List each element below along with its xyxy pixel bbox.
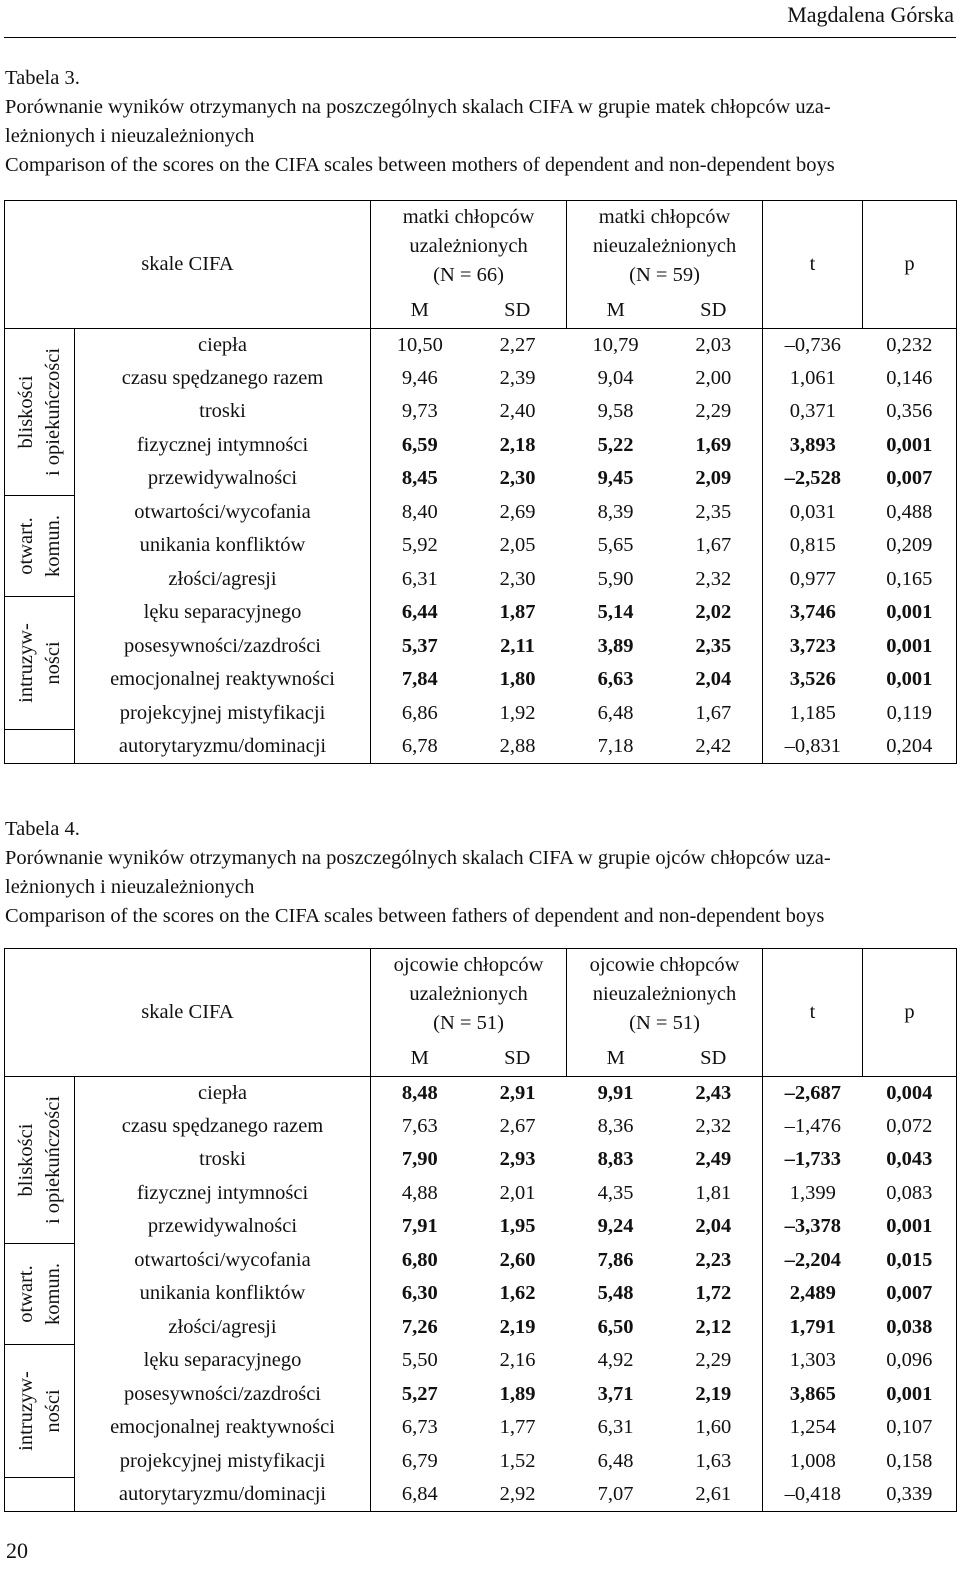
- sd-value: 2,04: [695, 1215, 732, 1238]
- scale-name: lęku separacyjnego: [75, 1344, 371, 1377]
- mean-value: 6,31: [597, 1416, 634, 1439]
- scale-name: czasu spędzanego razem: [75, 362, 371, 395]
- p-value: 0,165: [863, 563, 957, 597]
- mean-value: 4,35: [597, 1181, 634, 1204]
- sd-value: 2,03: [665, 329, 763, 362]
- sd-value: 2,30: [499, 467, 536, 490]
- group-label-line: ności: [41, 1389, 64, 1433]
- t-value: 1,185: [763, 696, 863, 729]
- sd-value: 2,30: [499, 567, 536, 590]
- mean-value: 9,46: [371, 362, 469, 395]
- mean-value: 3,71: [597, 1382, 634, 1405]
- table-row: [5, 496, 957, 530]
- mean-value: 7,63: [371, 1110, 469, 1143]
- scale-name: ciepła: [75, 1077, 371, 1110]
- mean-value: 6,84: [371, 1478, 469, 1511]
- table-row: [5, 1143, 957, 1176]
- mean-value: 6,59: [371, 429, 469, 462]
- sd-value: 2,88: [469, 730, 567, 763]
- p-value: 0,007: [863, 1277, 957, 1311]
- t-value: 3,865: [763, 1378, 863, 1411]
- group-label-text: [13, 623, 67, 703]
- sd-value: 2,49: [695, 1148, 732, 1171]
- t-value: –3,378: [763, 1210, 863, 1243]
- mean-value: 6,48: [597, 1449, 634, 1472]
- group-label: [5, 496, 75, 597]
- mean-value: 7,90: [371, 1143, 469, 1176]
- p-value: 0,001: [863, 429, 957, 462]
- group2-header-line: matki chłopców: [598, 206, 731, 229]
- sd-value: 2,60: [499, 1248, 536, 1271]
- t-header: t: [763, 201, 863, 329]
- scale-name: unikania konfliktów: [75, 1277, 371, 1311]
- t-value: –0,418: [763, 1478, 863, 1511]
- group1-header: [371, 949, 567, 1041]
- table4-label: Tabela 4.: [5, 818, 80, 840]
- t-value: 0,031: [763, 496, 863, 530]
- running-header-author: Magdalena Górska: [787, 2, 954, 27]
- sd-value: 1,72: [695, 1282, 732, 1305]
- sd-value: 2,39: [499, 367, 536, 390]
- table4-title-pl-line1: Porównanie wyników otrzymanych na poszczególnych skalach CIFA w grupie ojców chłopców uza-: [5, 847, 831, 869]
- sd-value: 2,29: [695, 400, 732, 423]
- mean-value: 6,50: [597, 1315, 634, 1338]
- scale-name: posesywności/zazdrości: [75, 630, 371, 663]
- mean-value: 8,83: [597, 1148, 634, 1171]
- t-value: 3,526: [763, 663, 863, 696]
- group-label-line: i opiekuńczości: [41, 347, 64, 477]
- scale-name: posesywności/zazdrości: [75, 1378, 371, 1411]
- sd-value: 2,32: [695, 567, 732, 590]
- t-value: 0,371: [763, 395, 863, 428]
- p-header: p: [863, 949, 957, 1077]
- mean-header: M: [371, 293, 469, 329]
- table3-title-pl-line2: leżnionych i nieuzależnionych: [5, 125, 255, 147]
- mean-value: 6,80: [371, 1244, 469, 1278]
- t-value: –2,687: [763, 1077, 863, 1110]
- group-label-line: bliskości: [14, 375, 37, 449]
- scale-name: ciepła: [75, 329, 371, 362]
- mean-value: 10,79: [567, 329, 665, 362]
- table-row: [5, 1110, 957, 1143]
- p-value: 0,001: [863, 630, 957, 663]
- table-row: [5, 429, 957, 462]
- scale-name: autorytaryzmu/dominacji: [75, 730, 371, 763]
- table-row: [5, 362, 957, 395]
- p-value: 0,001: [863, 596, 957, 629]
- t-value: 1,061: [763, 362, 863, 395]
- mean-value: 6,30: [371, 1277, 469, 1311]
- group-label-line: komun.: [41, 1262, 64, 1325]
- table4: [4, 948, 957, 1512]
- table3-caption: [5, 64, 956, 180]
- sd-value: 2,09: [695, 467, 732, 490]
- mean-value: 5,22: [597, 433, 634, 456]
- t-value: 3,723: [763, 630, 863, 663]
- table-row: [5, 596, 957, 629]
- sd-value: 2,69: [499, 500, 536, 523]
- mean-value: 6,79: [371, 1444, 469, 1477]
- group2-header-line: nieuzależnionych: [592, 235, 737, 258]
- mean-value: 8,36: [597, 1115, 634, 1138]
- group-label-line: bliskości: [14, 1123, 37, 1197]
- p-value: 0,015: [863, 1244, 957, 1278]
- group-label: [5, 596, 75, 730]
- page-number: 20: [6, 1538, 28, 1563]
- sd-value: 2,61: [665, 1478, 763, 1511]
- scale-name: troski: [75, 395, 371, 428]
- group2-header-line: nieuzależnionych: [592, 983, 737, 1006]
- sd-value: 1,89: [499, 1382, 536, 1405]
- group2-header-line: ojcowie chłopców: [589, 954, 740, 977]
- sd-value: 1,67: [695, 534, 732, 557]
- group-label-text: [13, 1371, 67, 1451]
- table-row: [5, 1177, 957, 1210]
- sd-value: 2,35: [695, 634, 732, 657]
- sd-value: 2,29: [695, 1349, 732, 1372]
- table-row: [5, 1210, 957, 1243]
- sd-value: 2,19: [499, 1315, 536, 1338]
- group-label: [5, 329, 75, 496]
- mean-value: 5,48: [597, 1282, 634, 1305]
- mean-value: 9,73: [371, 395, 469, 428]
- group1-header-line: ojcowie chłopców: [393, 954, 544, 977]
- table-row: [5, 563, 957, 597]
- sd-value: 2,42: [665, 730, 763, 763]
- table-row: [5, 1277, 957, 1311]
- p-header: p: [863, 201, 957, 329]
- p-value: 0,001: [863, 663, 957, 696]
- mean-value: 5,92: [371, 529, 469, 563]
- sd-value: 1,62: [499, 1282, 536, 1305]
- t-value: –0,736: [763, 329, 863, 362]
- sd-value: 1,92: [499, 701, 536, 724]
- p-value: 0,107: [863, 1411, 957, 1444]
- sd-value: 2,93: [499, 1148, 536, 1171]
- sd-value: 2,04: [695, 668, 732, 691]
- sd-value: 2,19: [695, 1382, 732, 1405]
- scale-name: otwartości/wycofania: [75, 1244, 371, 1278]
- table-row: [5, 529, 957, 563]
- sd-value: 1,77: [499, 1416, 536, 1439]
- t-value: 3,746: [763, 596, 863, 629]
- t-value: 1,791: [763, 1311, 863, 1345]
- mean-value: 5,27: [371, 1378, 469, 1411]
- mean-value: 5,14: [597, 601, 634, 624]
- t-value: 1,008: [763, 1444, 863, 1477]
- p-value: 0,007: [863, 462, 957, 495]
- group-label-text: [13, 1263, 67, 1325]
- p-value: 0,209: [863, 529, 957, 563]
- scale-name: przewidywalności: [75, 1210, 371, 1243]
- table-row: [5, 730, 957, 763]
- sd-value: 2,16: [499, 1349, 536, 1372]
- sd-header: SD: [700, 298, 727, 321]
- p-value: 0,158: [863, 1444, 957, 1477]
- group-label-line: otwart.: [14, 517, 37, 575]
- sd-header: SD: [504, 1046, 531, 1069]
- group-label-line: ności: [41, 641, 64, 685]
- t-header: t: [763, 949, 863, 1077]
- mean-value: 5,50: [371, 1344, 469, 1377]
- sd-value: 1,80: [499, 668, 536, 691]
- scale-name: otwartości/wycofania: [75, 496, 371, 530]
- sd-value: 2,12: [695, 1315, 732, 1338]
- sd-value: 2,00: [695, 367, 732, 390]
- table-row: [5, 1311, 957, 1345]
- header-rule: [4, 37, 956, 38]
- mean-value: 7,91: [371, 1210, 469, 1243]
- p-value: 0,043: [863, 1143, 957, 1176]
- table-row: [5, 1077, 957, 1110]
- group-label-wrap: [5, 1345, 74, 1478]
- mean-value: 5,65: [597, 534, 634, 557]
- table3-label: Tabela 3.: [5, 67, 80, 89]
- sd-header: SD: [504, 298, 531, 321]
- sd-value: 1,87: [499, 601, 536, 624]
- p-value: 0,232: [863, 329, 957, 362]
- scale-name: unikania konfliktów: [75, 529, 371, 563]
- mean-value: 9,24: [597, 1215, 634, 1238]
- sd-value: 2,01: [499, 1181, 536, 1204]
- group-label-line: otwart.: [14, 1265, 37, 1323]
- group-label-wrap: [5, 1244, 74, 1344]
- t-value: –0,831: [763, 730, 863, 763]
- mean-value: 3,89: [597, 634, 634, 657]
- mean-value: 9,04: [597, 367, 634, 390]
- scale-name: projekcyjnej mistyfikacji: [75, 1444, 371, 1477]
- sd-value: 2,18: [499, 433, 536, 456]
- sd-value: 1,95: [499, 1215, 536, 1238]
- group-label-text: [13, 1096, 67, 1224]
- table4-title-pl-line2: leżnionych i nieuzależnionych: [5, 876, 255, 898]
- p-value: 0,146: [863, 362, 957, 395]
- mean-value: 7,86: [597, 1248, 634, 1271]
- p-value: 0,488: [863, 496, 957, 530]
- mean-value: 5,37: [371, 630, 469, 663]
- mean-value: 8,48: [371, 1077, 469, 1110]
- sd-value: 2,35: [695, 500, 732, 523]
- sd-value: 2,11: [500, 634, 535, 657]
- table-row: [5, 329, 957, 362]
- mean-value: 9,58: [597, 400, 634, 423]
- mean-value: 4,92: [597, 1349, 634, 1372]
- mean-value: 7,07: [567, 1478, 665, 1511]
- scale-name: złości/agresji: [75, 563, 371, 597]
- sd-value: 1,63: [695, 1449, 732, 1472]
- scale-name: emocjonalnej reaktywności: [75, 663, 371, 696]
- table-row: [5, 1478, 957, 1511]
- p-value: 0,119: [863, 696, 957, 729]
- table-row: [5, 395, 957, 428]
- p-value: 0,083: [863, 1177, 957, 1210]
- table-row: [5, 1344, 957, 1377]
- t-value: 0,815: [763, 529, 863, 563]
- mean-value: 6,31: [371, 563, 469, 597]
- sd-value: 2,32: [695, 1115, 732, 1138]
- scale-name: złości/agresji: [75, 1311, 371, 1345]
- group2-header-line: (N = 51): [629, 1012, 700, 1035]
- table4-caption: [5, 815, 956, 931]
- scale-header: skale CIFA: [5, 949, 371, 1077]
- group1-header-line: matki chłopców: [402, 206, 535, 229]
- mean-header: M: [567, 1041, 665, 1077]
- group-label-wrap: [5, 597, 74, 730]
- mean-value: 7,84: [371, 663, 469, 696]
- t-value: 1,303: [763, 1344, 863, 1377]
- mean-header: M: [567, 293, 665, 329]
- p-value: 0,001: [863, 1378, 957, 1411]
- table3: [4, 200, 957, 764]
- sd-value: 1,67: [695, 701, 732, 724]
- table3-title-pl-line1: Porównanie wyników otrzymanych na poszczególnych skalach CIFA w grupie matek chłopców uza-: [5, 96, 831, 118]
- t-value: –2,528: [763, 462, 863, 495]
- table-row: [5, 696, 957, 729]
- group1-header: [371, 201, 567, 293]
- sd-value: 2,05: [499, 534, 536, 557]
- scale-name: projekcyjnej mistyfikacji: [75, 696, 371, 729]
- t-value: 2,489: [763, 1277, 863, 1311]
- group1-header-line: (N = 51): [433, 1012, 504, 1035]
- t-value: –1,733: [763, 1143, 863, 1176]
- mean-header: M: [371, 1041, 469, 1077]
- scale-header: skale CIFA: [5, 201, 371, 329]
- mean-value: 6,78: [371, 730, 469, 763]
- p-value: 0,204: [863, 730, 957, 763]
- group-label: [5, 1244, 75, 1345]
- scale-name: fizycznej intymności: [75, 429, 371, 462]
- sd-value: 1,60: [695, 1416, 732, 1439]
- table-row: [5, 1411, 957, 1444]
- scale-name: przewidywalności: [75, 462, 371, 495]
- group-label-empty: [5, 730, 75, 763]
- mean-value: 5,90: [597, 567, 634, 590]
- t-value: 3,893: [763, 429, 863, 462]
- mean-value: 4,88: [371, 1177, 469, 1210]
- t-value: –1,476: [763, 1110, 863, 1143]
- mean-value: 6,86: [371, 696, 469, 729]
- table-row: [5, 1378, 957, 1411]
- table-row: [5, 1444, 957, 1477]
- sd-value: 1,69: [695, 433, 732, 456]
- mean-value: 7,18: [567, 730, 665, 763]
- scale-name: autorytaryzmu/dominacji: [75, 1478, 371, 1511]
- group-label: [5, 1344, 75, 1478]
- scale-name: fizycznej intymności: [75, 1177, 371, 1210]
- p-value: 0,004: [863, 1077, 957, 1110]
- table-row: [5, 663, 957, 696]
- mean-value: 6,63: [597, 668, 634, 691]
- t-value: 1,399: [763, 1177, 863, 1210]
- group2-header-line: (N = 59): [629, 264, 700, 287]
- t-value: –2,204: [763, 1244, 863, 1278]
- mean-value: 6,48: [597, 701, 634, 724]
- group-label: [5, 1077, 75, 1244]
- group-label-wrap: [5, 329, 74, 495]
- sd-value: 2,40: [499, 400, 536, 423]
- sd-header: SD: [700, 1046, 727, 1069]
- sd-value: 2,27: [469, 329, 567, 362]
- group1-header-line: (N = 66): [433, 264, 504, 287]
- group-label-line: intruzyw-: [14, 1371, 37, 1451]
- group1-header-line: uzależnionych: [409, 983, 528, 1006]
- group-label-text: [13, 348, 67, 476]
- scale-name: lęku separacyjnego: [75, 596, 371, 629]
- table-row: [5, 630, 957, 663]
- mean-value: 7,26: [371, 1311, 469, 1345]
- mean-value: 6,44: [371, 596, 469, 629]
- t-value: 0,977: [763, 563, 863, 597]
- sd-value: 1,81: [695, 1181, 732, 1204]
- table-row: [5, 1244, 957, 1278]
- group-label-text: [13, 515, 67, 577]
- sd-value: 2,23: [695, 1248, 732, 1271]
- group-label-empty: [5, 1478, 75, 1511]
- scale-name: emocjonalnej reaktywności: [75, 1411, 371, 1444]
- sd-value: 2,91: [469, 1077, 567, 1110]
- group1-header-line: uzależnionych: [409, 235, 528, 258]
- p-value: 0,072: [863, 1110, 957, 1143]
- mean-value: 9,91: [567, 1077, 665, 1110]
- mean-value: 6,73: [371, 1411, 469, 1444]
- mean-value: 8,45: [371, 462, 469, 495]
- sd-value: 2,67: [499, 1115, 536, 1138]
- group-label-line: intruzyw-: [14, 623, 37, 703]
- p-value: 0,339: [863, 1478, 957, 1511]
- group2-header: [567, 949, 763, 1041]
- group-label-line: i opiekuńczości: [41, 1095, 64, 1225]
- group-label-line: komun.: [41, 514, 64, 577]
- mean-value: 8,39: [597, 500, 634, 523]
- sd-value: 2,02: [695, 601, 732, 624]
- p-value: 0,096: [863, 1344, 957, 1377]
- p-value: 0,001: [863, 1210, 957, 1243]
- table-row: [5, 462, 957, 495]
- sd-value: 2,43: [665, 1077, 763, 1110]
- p-value: 0,356: [863, 395, 957, 428]
- scale-name: czasu spędzanego razem: [75, 1110, 371, 1143]
- table3-title-en: Comparison of the scores on the CIFA scales between mothers of dependent and non-dependent boys: [5, 154, 835, 176]
- t-value: 1,254: [763, 1411, 863, 1444]
- p-value: 0,038: [863, 1311, 957, 1345]
- sd-value: 2,92: [469, 1478, 567, 1511]
- sd-value: 1,52: [499, 1449, 536, 1472]
- scale-name: troski: [75, 1143, 371, 1176]
- mean-value: 8,40: [371, 496, 469, 530]
- mean-value: 9,45: [597, 467, 634, 490]
- group-label-wrap: [5, 496, 74, 596]
- table4-title-en: Comparison of the scores on the CIFA scales between fathers of dependent and non-dependent boys: [5, 905, 825, 927]
- mean-value: 10,50: [371, 329, 469, 362]
- group-label-wrap: [5, 1077, 74, 1243]
- group2-header: [567, 201, 763, 293]
